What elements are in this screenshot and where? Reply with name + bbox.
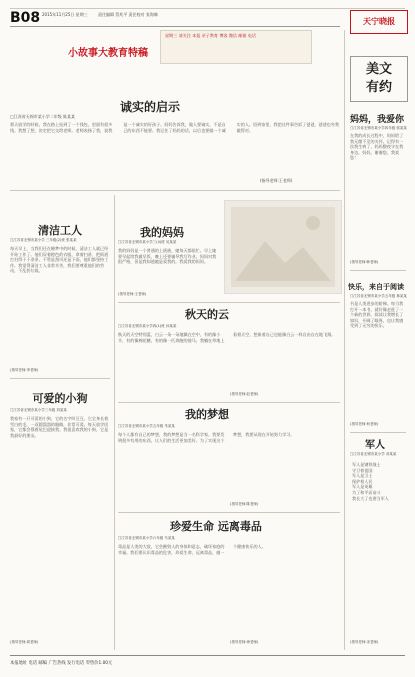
poem-line: 军人是卫士 <box>352 473 373 479</box>
body-mom2: 在我的成长过程中，妈妈给了我无微不至的关怀。记得有一次我生病了，妈妈整夜守在我身边。妈妈，谢谢您，我爱您！ <box>350 133 404 161</box>
poem-line: 为了和平而奋斗 <box>352 489 381 495</box>
editor-rain: (指导老师:王老师) <box>260 178 293 183</box>
body-dream: 每个人都有自己的梦想，我的梦想是当一名科学家。我要发明很多有用的东西，让人们的生活更加美好。为了实现这个梦想，我要从现在开始努力学习。 <box>118 432 295 443</box>
body-mom: 我的妈妈是一个普通的上班族，她每天都很忙。早上她要早起给我做早饭，晚上还要辅导我写作业。妈妈对我很严格，但是我知道她是爱我的。我爱我的妈妈。 <box>118 248 217 265</box>
byline-dream: □江苏省无锡市某小学五年级 朱某某 <box>118 424 175 428</box>
byline-mom2: □江苏省无锡市某小学四年级 郭某某 <box>350 126 407 130</box>
byline-rain: □江苏省无锡市某小学二年级 陈某某 <box>10 114 76 119</box>
byline-army: □江苏省无锡市某小学 邓某某 <box>350 452 397 456</box>
banner-title: 小故事大教育特稿 <box>68 48 148 59</box>
editor-cloud: (指导老师:赵老师) <box>230 392 259 396</box>
headline-happy: 快乐，来自于阅读 <box>348 283 404 291</box>
poem-line: 我长大了也要当军人 <box>352 495 389 501</box>
byline-happy: □江苏省无锡市某小学五年级 林某某 <box>350 294 407 298</box>
byline-cherish: □江苏省无锡市某小学六年级 马某某 <box>118 536 175 540</box>
headline-mom: 我的妈妈 <box>140 226 184 239</box>
badge-label: 天宁晓报 <box>363 17 395 26</box>
brand-badge <box>350 10 408 34</box>
date-line: 2015年11月25日 星期三 <box>42 12 88 17</box>
poem-line: 保护着人民 <box>352 478 373 484</box>
headline-army: 军人 <box>365 440 385 451</box>
byline-cleaner: □江苏省无锡市某小学 三年级(2)班 张某某 <box>10 238 77 242</box>
headline-cleaner: 清洁工人 <box>38 224 82 237</box>
editor-mom2: (指导老师:韩老师) <box>350 260 379 264</box>
body-cleaner: 每天早上，当我们还在睡梦中的时候，清洁工人就已经开始工作了。他们穿着橙色的衣服，拿着扫帚，把街道打扫得干干净净。不管是刮风还是下雨，他们都坚持工作。我觉得清洁工人非常辛苦，我们要尊重他们的劳动，不乱扔垃圾。 <box>10 246 109 274</box>
headline-cloud: 秋天的云 <box>185 308 229 321</box>
ad-box <box>160 30 312 64</box>
editor-line: 责任编辑 蔡兆平 责任校对 张海黎 <box>98 12 158 17</box>
body-cherish: 毒品是人类的大敌，它会摧毁人的身体和意志，破坏家庭的幸福。我们要认识毒品的危害，珍爱生命，远离毒品，做一个健康快乐的人。 <box>118 544 266 555</box>
byline-cloud: □江苏省无锡市某小学四(1)班 孙某某 <box>118 324 177 328</box>
section-title-text: 美文有约 <box>365 62 392 95</box>
poem-line: 军人是英雄 <box>352 484 373 490</box>
editor-dog: (指导老师:周老师) <box>10 640 39 644</box>
headline-mom2: 妈妈，我爱你 <box>350 115 405 125</box>
poem-line: 守卫着祖国 <box>352 467 373 473</box>
section-title <box>350 56 408 102</box>
body-cloud: 秋天的天空特别蓝，白云一朵一朵地飘在空中，有的像小羊，有的像棉花糖，有的像一匹奔跑的骏马。我躺在草地上看着天空，想象着自己也能像白云一样自由自在地飞翔。 <box>118 332 336 343</box>
poem-army <box>352 462 406 501</box>
editor-mom: (指导老师:王老师) <box>118 292 147 296</box>
ad-text: 星期三 请关注 本报 亲子教育 博客 微信 邮箱 电话 <box>165 33 256 38</box>
headline-dream: 我的梦想 <box>185 408 229 421</box>
byline-mom: □江苏省无锡市某小学三(4)班 吴某某 <box>118 240 177 244</box>
editor-army: (指导老师:宋老师) <box>350 640 379 644</box>
byline-dog: □江苏省无锡市某小学三年级 刘某某 <box>10 408 67 412</box>
body-rain: 那天放学的时候，我在路上捡到了一个钱包，里面有很多钱。我想了想，决定把它交给老师。老师表扬了我，说我是一个诚实的好孩子。妈妈告诉我，做人要诚实，不是自己的东西不能要。我记住了妈妈的话，以后也要做一个诚实的人。回到家里，我把这件事告诉了爸爸，爸爸也夸我做得对。 <box>10 122 339 133</box>
page-number: B08 <box>10 10 41 26</box>
editor-dream: (指导老师:陈老师) <box>230 502 259 506</box>
footer-text: 本报地址 电话 邮编 广告热线 发行电话 零售价1.00元 <box>10 661 113 666</box>
photo-illustration <box>225 201 341 293</box>
body-happy: 书是人类进步的阶梯。每当我打开一本书，就好像走进了一个新的世界。阅读让我增长了知识，开阔了眼界，也让我感受到了无穷的快乐。 <box>350 301 404 329</box>
poem-line: 军人是钢铁战士 <box>352 462 381 467</box>
photo <box>224 200 342 294</box>
editor-cherish: (指导老师:徐老师) <box>230 640 259 644</box>
headline-rain: 诚实的启示 <box>120 100 181 114</box>
headline-cherish: 珍爱生命 远离毒品 <box>170 520 262 533</box>
body-dog: 我家有一只可爱的小狗，它的名字叫豆豆。它全身长着雪白的毛，一双圆溜溜的眼睛，非常可爱。每天放学回家，它都会摇着尾巴迎接我。我很喜欢我的小狗，它是我最好的朋友。 <box>10 416 109 438</box>
editor-cleaner: (指导老师:李老师) <box>10 368 39 372</box>
headline-dog: 可爱的小狗 <box>32 392 88 405</box>
editor-happy: (指导老师:何老师) <box>350 422 379 426</box>
